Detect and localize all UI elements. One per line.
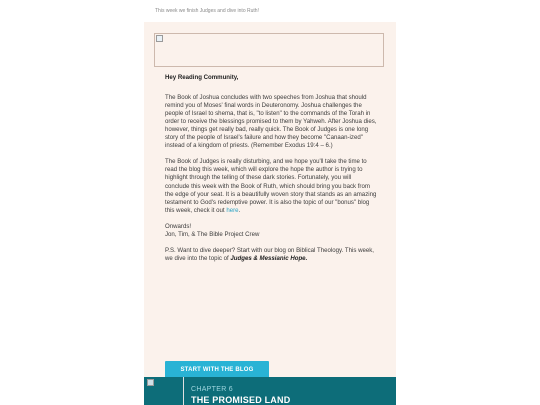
preheader-text: This week we finish Judges and dive into Ruth! — [155, 8, 259, 14]
signoff — [165, 223, 377, 239]
here-link[interactable]: here — [226, 206, 239, 214]
signoff-line1: Onwards! — [165, 222, 192, 230]
broken-image-icon — [156, 35, 163, 42]
signoff-line2: Jon, Tim, & The Bible Project Crew — [165, 230, 260, 238]
hero-image — [154, 33, 384, 67]
start-blog-button[interactable]: START WITH THE BLOG — [165, 361, 269, 379]
ps-text: P.S. Want to dive deeper? Start with our blog on Biblical Theology. This week, we dive into the topic of — [165, 246, 374, 262]
chapter-label: CHAPTER 6 — [191, 386, 233, 393]
ps-emphasis: Judges & Messianic Hope. — [230, 254, 308, 262]
email-card — [144, 22, 396, 405]
banner-image — [144, 377, 184, 405]
broken-image-icon — [147, 379, 154, 386]
postscript — [165, 247, 377, 263]
greeting: Hey Reading Community, — [165, 74, 239, 81]
paragraph-joshua: The Book of Joshua concludes with two speeches from Joshua that should remind you of Moses' final words in Deuteronomy. Joshua challenges the people of Israel to shema, that is, "to listen" to the commands of the Torah in order to receive the blessings promised to them by Yahweh. After Joshua dies, however, things get really bad, really quick. The Book of Judges is one long story of the people of Israel's failure and how they become "Canaan-ized" instead of a kingdom of priests. (Remember Exodus 19:4 – 6.) — [165, 94, 377, 150]
chapter-banner[interactable] — [144, 377, 396, 405]
email-body — [165, 74, 377, 271]
paragraph-judges: The Book of Judges is really disturbing, and we hope you'll take the time to read the blog this week, which will explore the hope the author is trying to highlight through the telling of these dark stories. Fortunately, you will conclude this week with the Book of Ruth, which should bring you back from the edge of your seat. It is a beautifully woven story that stands as an amazing testament to God's redemptive power. It is also the topic of our "bonus" blog this week, check it out here. — [165, 158, 377, 214]
paragraph-judges-text: The Book of Judges is really disturbing, and we hope you'll take the time to read the blog this week, which will explore the hope the author is trying to highlight through the telling of these dark stories. Fortunately, you will conclude this week with the Book of Ruth, which should bring you back from the edge of your seat. It is a beautifully woven story that stands as an amazing testament to God's redemptive power. It is also the topic of our "bonus" blog this week, check it out — [165, 158, 377, 214]
chapter-title: THE PROMISED LAND — [191, 395, 291, 405]
